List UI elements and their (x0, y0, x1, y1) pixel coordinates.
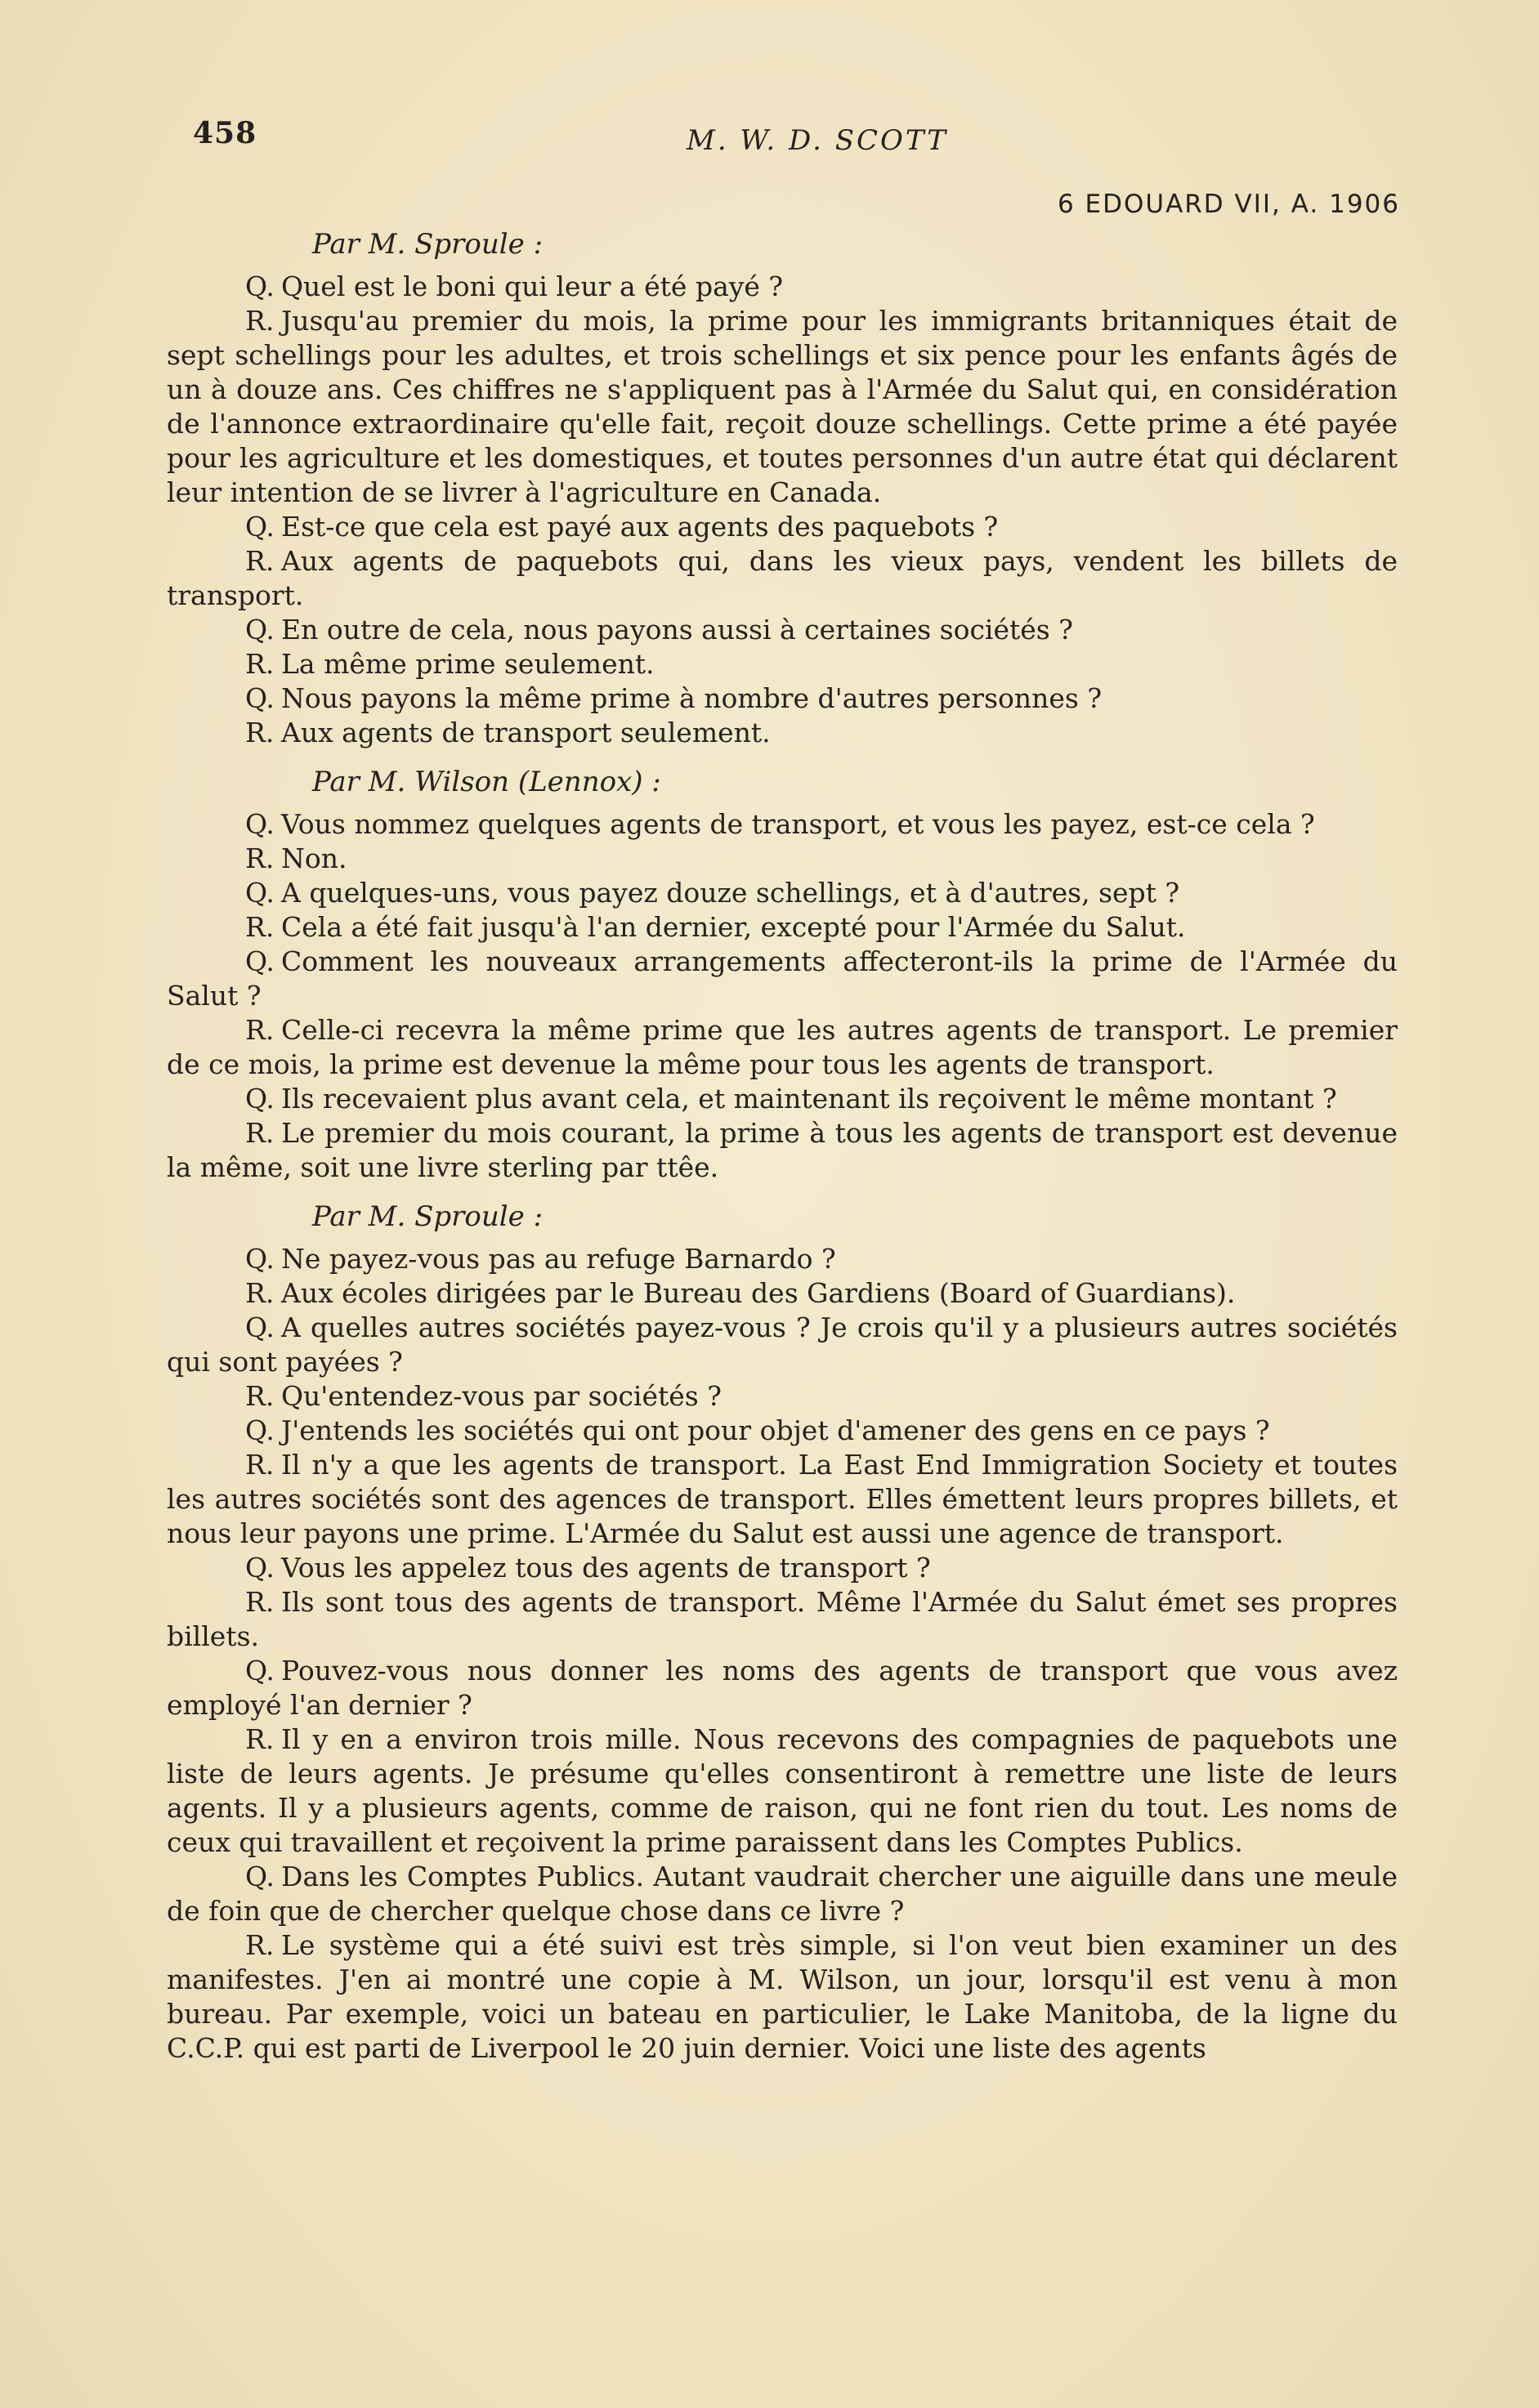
question-line (167, 1414, 1398, 1448)
qa-text: Vous les appelez tous des agents de transport ? (281, 1552, 931, 1584)
qa-text: La même prime seulement. (281, 648, 655, 680)
qa-marker: R. (245, 1929, 275, 1961)
question-line (167, 876, 1398, 910)
qa-text: J'entends les sociétés qui ont pour objet d'amener des gens en ce pays ? (281, 1414, 1270, 1446)
answer-line (167, 1013, 1398, 1082)
qa-marker: Q. (245, 511, 275, 543)
qa-marker: R. (245, 1380, 275, 1412)
qa-marker: R. (245, 1449, 275, 1481)
question-line (167, 613, 1398, 647)
question-line (167, 510, 1398, 544)
qa-marker: R. (245, 717, 275, 748)
qa-text: Ils sont tous des agents de transport. Même l'Armée du Salut émet ses propres billets. (167, 1586, 1398, 1652)
question-line (167, 945, 1398, 1013)
question-line (167, 1242, 1398, 1276)
question-line (167, 1860, 1398, 1928)
qa-marker: Q. (245, 1552, 275, 1584)
qa-marker: R. (245, 545, 275, 577)
qa-marker: Q. (245, 682, 275, 714)
qa-text: En outre de cela, nous payons aussi à certaines sociétés ? (281, 614, 1073, 646)
qa-text: Nous payons la même prime à nombre d'autres personnes ? (281, 682, 1103, 714)
qa-text: Jusqu'au premier du mois, la prime pour les immigrants britanniques était de sept schellings pour les adultes, et trois schellings et six pence pour les enfants âgés de un à douze ans. Ces chiffres ne s'appliquent pas à l'Armée du Salut qui, en considération de l'annonce extraordinaire qu'elle fait, reçoit douze schellings. Cette prime a été payée pour les agriculture et les domestiques, et toutes personnes d'un autre état qui déclarent leur intention de se livrer à l'agriculture en Canada. (167, 305, 1398, 508)
qa-text: Celle-ci recevra la même prime que les autres agents de transport. Le premier de ce mois, la prime est devenue la même pour tous les agents de transport. (167, 1014, 1398, 1080)
qa-marker: Q. (245, 1243, 275, 1275)
qa-marker: R. (245, 648, 275, 680)
qa-marker: R. (245, 1586, 275, 1618)
question-line (167, 270, 1398, 304)
qa-marker: Q. (245, 614, 275, 646)
qa-text: Pouvez-vous nous donner les noms des agents de transport que vous avez employé l'an dernier ? (167, 1655, 1398, 1721)
qa-text: Le système qui a été suivi est très simple, si l'on veut bien examiner un des manifestes. J'en ai montré une copie à M. Wilson, un jour, lorsqu'il est venu à mon bureau. Par exemple, voici un bateau en particulier, le Lake Manitoba, de la ligne du C.C.P. qui est parti de Liverpool le 20 juin dernier. Voici une liste des agents (167, 1929, 1398, 2064)
page-number: 458 (193, 116, 257, 150)
answer-line (167, 1276, 1398, 1311)
qa-marker: R. (245, 305, 275, 337)
qa-marker: R. (245, 1277, 275, 1309)
qa-text: Quel est le boni qui leur a été payé ? (281, 270, 784, 302)
qa-text: Aux agents de paquebots qui, dans les vieux pays, vendent les billets de transport. (167, 545, 1398, 611)
qa-marker: Q. (245, 945, 275, 977)
question-line (167, 681, 1398, 716)
answer-line (167, 1116, 1398, 1185)
qa-marker: Q. (245, 270, 275, 302)
qa-text: Ne payez-vous pas au refuge Barnardo ? (281, 1243, 836, 1275)
qa-marker: R. (245, 1723, 275, 1755)
qa-text: Comment les nouveaux arrangements affecteront-ils la prime de l'Armée du Salut ? (167, 945, 1398, 1012)
qa-text: Ils recevaient plus avant cela, et maintenant ils reçoivent le même montant ? (281, 1083, 1337, 1115)
session-label: 6 EDOUARD VII, A. 1906 (1057, 190, 1400, 219)
running-title: M. W. D. SCOTT (687, 124, 948, 157)
qa-text: Non. (281, 842, 347, 874)
qa-marker: Q. (245, 1083, 275, 1115)
question-line (167, 807, 1398, 842)
answer-line (167, 716, 1398, 750)
question-line (167, 1082, 1398, 1116)
answer-line (167, 1585, 1398, 1654)
qa-marker: Q. (245, 1861, 275, 1892)
qa-text: A quelles autres sociétés payez-vous ? Je crois qu'il y a plusieurs autres sociétés qui sont payées ? (167, 1311, 1398, 1378)
transcript-body (167, 227, 1398, 2066)
qa-text: Il y en a environ trois mille. Nous recevons des compagnies de paquebots une liste de leurs agents. Je présume qu'elles consentiront à remettre une liste de leurs agents. Il y a plusieurs agents, comme de raison, qui ne font rien du tout. Les noms de ceux qui travaillent et reçoivent la prime paraissent dans les Comptes Publics. (167, 1723, 1398, 1858)
question-line (167, 1311, 1398, 1379)
qa-marker: R. (245, 1117, 275, 1149)
answer-line (167, 304, 1398, 510)
question-line (167, 1551, 1398, 1585)
qa-text: Aux écoles dirigées par le Bureau des Gardiens (Board of Guardians). (281, 1277, 1236, 1309)
qa-text: Dans les Comptes Publics. Autant vaudrait chercher une aiguille dans une meule de foin que de chercher quelque chose dans ce livre ? (167, 1861, 1398, 1927)
qa-text: Est-ce que cela est payé aux agents des paquebots ? (281, 511, 999, 543)
qa-marker: Q. (245, 877, 275, 909)
answer-line (167, 910, 1398, 945)
qa-text: A quelques-uns, vous payez douze schellings, et à d'autres, sept ? (281, 877, 1180, 909)
question-line (167, 1654, 1398, 1722)
qa-text: Aux agents de transport seulement. (281, 717, 771, 748)
qa-marker: R. (245, 911, 275, 943)
qa-marker: R. (245, 1014, 275, 1046)
answer-line (167, 1448, 1398, 1551)
speaker-heading: Par M. Sproule : (312, 228, 544, 261)
qa-marker: R. (245, 842, 275, 874)
qa-text: Vous nommez quelques agents de transport, et vous les payez, est-ce cela ? (281, 808, 1315, 840)
qa-marker: Q. (245, 1414, 275, 1446)
answer-line (167, 1928, 1398, 2066)
answer-line (167, 647, 1398, 681)
answer-line (167, 1379, 1398, 1414)
qa-text: Il n'y a que les agents de transport. La East End Immigration Society et toutes les autres sociétés sont des agences de transport. Elles émettent leurs propres billets, et nous leur payons une prime. L'Armée du Salut est aussi une agence de transport. (167, 1449, 1398, 1549)
qa-marker: Q. (245, 808, 275, 840)
qa-marker: Q. (245, 1655, 275, 1686)
qa-text: Le premier du mois courant, la prime à tous les agents de transport est devenue la même, soit une livre sterling par ttêe. (167, 1117, 1398, 1183)
qa-marker: Q. (245, 1311, 275, 1343)
speaker-heading: Par M. Sproule : (312, 1200, 544, 1233)
answer-line (167, 544, 1398, 613)
qa-text: Qu'entendez-vous par sociétés ? (281, 1380, 722, 1412)
qa-text: Cela a été fait jusqu'à l'an dernier, excepté pour l'Armée du Salut. (281, 911, 1186, 943)
answer-line (167, 842, 1398, 876)
speaker-heading: Par M. Wilson (Lennox) : (312, 766, 661, 798)
answer-line (167, 1722, 1398, 1860)
